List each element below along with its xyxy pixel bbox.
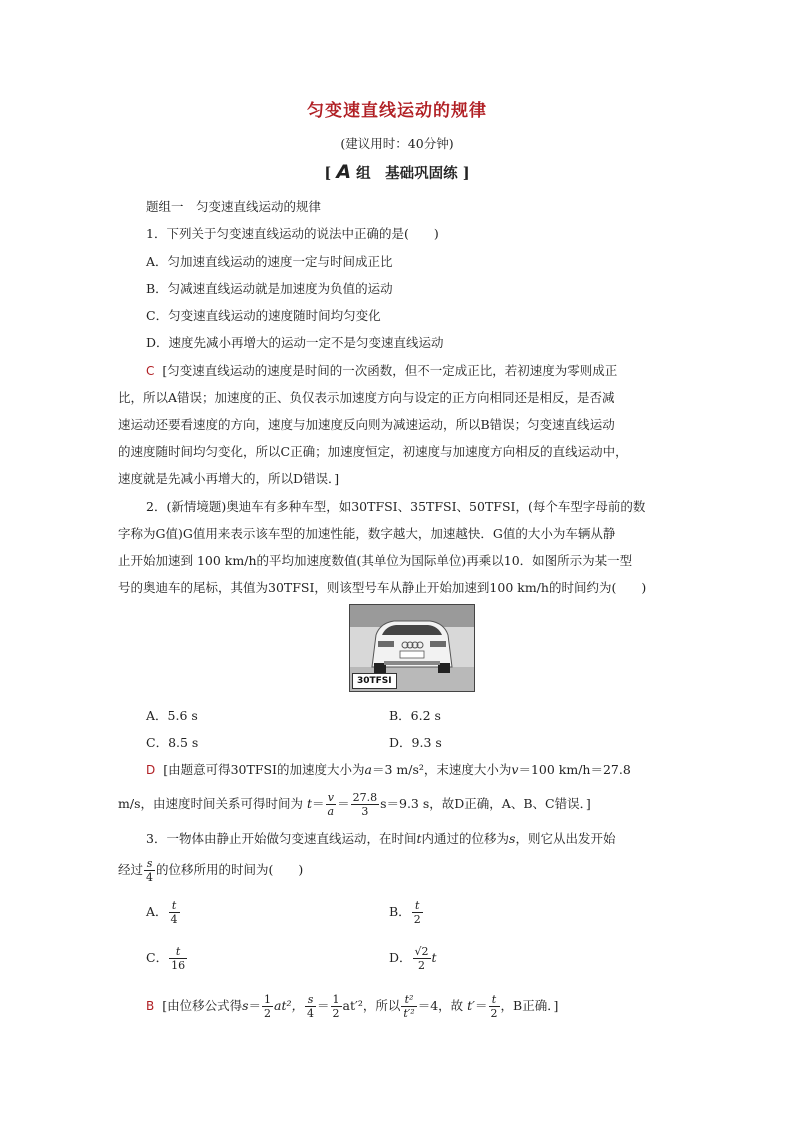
group-letter: A (336, 161, 352, 183)
frac-num: v (326, 792, 337, 805)
q3-at2: at²， (274, 998, 305, 1013)
photo-badge-label: 30TFSI (352, 673, 397, 689)
q3-option-c (146, 946, 188, 971)
q2-stem-2: 字称为G值)G值用来表示该车型的加速性能，数字越大，加速越快．G值的大小为车辆从静 (118, 526, 616, 541)
frac-num: t (169, 946, 187, 959)
frac-den: 16 (171, 959, 186, 972)
fraction-half-b (331, 994, 342, 1019)
q3-eq-3: ＝4，故 (417, 998, 464, 1013)
q3-eq-2: ＝ (317, 998, 330, 1013)
q2-eq-2: ＝ (337, 796, 350, 811)
q3-explain-end: ，B正确．] (500, 998, 559, 1013)
q2-explain-1c: ＝3 m/s²，末速度大小为 (371, 762, 512, 777)
q1-option-c: C．匀变速直线运动的速度随时间均匀变化 (146, 308, 381, 323)
q3-explain-line (146, 994, 558, 1019)
q2-stem-1: 2．(新情境题)奥迪车有多种车型，如30TFSI、35TFSI、50TFSI，(每个车型字母前的数 (146, 499, 646, 514)
q2-explain-2a: m/s，由速度时间关系可得时间为 (118, 796, 303, 811)
fraction-s-over-4 (144, 858, 155, 883)
q3-var-s: s (509, 831, 516, 846)
q2-option-d: D．9.3 s (389, 735, 442, 750)
topic-heading: 题组一 匀变速直线运动的规律 (146, 199, 322, 214)
q2-explain-line-1 (146, 760, 631, 778)
option-fraction (412, 900, 423, 925)
frac-num: s (144, 858, 155, 871)
time-hint: (建议用时：40分钟) (340, 136, 454, 151)
option-label: A． (146, 904, 168, 919)
q2-stem-4: 号的奥迪车的尾标，其值为30TFSI，则该型号车从静止开始加速到100 km/h的时间约为( ) (118, 580, 647, 595)
q2-explain-1e: ＝100 km/h＝27.8 (518, 762, 631, 777)
frac-num: √2 (414, 945, 429, 958)
q3-stem-1e: ，则它从出发开始 (515, 831, 616, 846)
q3-stem-1a: 3．一物体由静止开始做匀变速直线运动，在时间 (146, 831, 417, 846)
frac-den: 2 (332, 1007, 340, 1020)
q2-explain-2e: s＝9.3 s，故D正确，A、B、C错误．] (380, 796, 591, 811)
q3-stem-line-1 (146, 829, 615, 847)
q2-option-b: B．6.2 s (389, 708, 441, 723)
frac-den: 2 (264, 1007, 272, 1020)
fraction-ratio (401, 994, 416, 1019)
option-fraction (169, 900, 180, 925)
option-var-t: t (431, 950, 437, 965)
frac-den: a (327, 805, 335, 818)
page-title: 匀变速直线运动的规律 (307, 101, 487, 121)
frac-num: t (489, 994, 500, 1007)
q2-var-t: t (306, 796, 312, 811)
q1-explain-4: 的速度随时间均匀变化，所以C正确；加速度恒定，初速度与加速度方向相反的直线运动中， (118, 444, 628, 459)
q3-stem-2a: 经过 (118, 862, 144, 877)
q3-var-t: t (416, 831, 422, 846)
group-heading (0, 161, 794, 183)
q2-answer: D (146, 763, 156, 777)
option-fraction (413, 946, 431, 971)
q2-var-v: v (511, 762, 519, 777)
q1-option-d: D．速度先减小再增大的运动一定不是匀变速直线运动 (146, 335, 444, 350)
q3-stem-line-2 (118, 858, 303, 883)
q3-option-d (389, 946, 437, 971)
frac-den: t′² (403, 1007, 415, 1020)
q3-eq: ＝ (248, 998, 262, 1013)
frac-num: t (412, 900, 423, 913)
q1-answer: C (146, 364, 155, 378)
q1-option-a: A．匀加速直线运动的速度一定与时间成正比 (146, 254, 393, 269)
frac-num: t (169, 900, 180, 913)
q3-answer: B (146, 999, 155, 1013)
q1-explain-1: [匀变速直线运动的速度是时间的一次函数，但不一定成正比，若初速度为零则成正 (162, 363, 618, 378)
q2-option-a: A．5.6 s (146, 708, 198, 723)
fraction-half (262, 994, 273, 1019)
q2-var-a: a (364, 762, 372, 777)
frac-num: t² (401, 994, 416, 1007)
q3-option-b (389, 900, 424, 925)
q1-option-b: B．匀减速直线运动就是加速度为负值的运动 (146, 281, 393, 296)
fraction-v-over-a (326, 792, 337, 817)
q3-var-tprime: t′ (467, 998, 475, 1013)
q1-explain-3: 速运动还要看速度的方向，速度与加速度反向则为减速运动，所以B错误；匀变速直线运动 (118, 417, 615, 432)
frac-den: 4 (170, 913, 178, 926)
option-label: C． (146, 950, 169, 965)
q3-explain-a: [由位移公式得 (162, 998, 243, 1013)
q1-explain-2: 比，所以A错误；加速度的正、负仅表示加速度方向与设定的正方向相同还是相反，是否减 (118, 390, 615, 405)
bracket-open: [ (324, 165, 332, 182)
q3-stem-1c: 内通过的位移为 (421, 831, 510, 846)
q1-explain-5: 速度就是先减小再增大的，所以D错误．] (118, 471, 340, 486)
frac-num: 1 (264, 993, 272, 1006)
fraction-s-over-4-b (305, 994, 316, 1019)
frac-den: 2 (418, 959, 426, 972)
frac-num: s (305, 994, 316, 1007)
frac-num: 27.8 (352, 791, 378, 804)
q1-stem: 1．下列关于匀变速直线运动的说法中正确的是( ) (146, 226, 439, 241)
frac-num: 1 (332, 993, 340, 1006)
audi-rear-photo (349, 604, 475, 692)
q3-at2b: at′²，所以 (342, 998, 401, 1013)
q3-stem-2b: 的位移所用的时间为( ) (156, 862, 304, 877)
bracket-close: ] (462, 165, 470, 182)
frac-den: 4 (307, 1007, 315, 1020)
q2-explain-line-2 (118, 792, 591, 817)
q1-explain-line (146, 361, 617, 379)
frac-den: 3 (361, 805, 369, 818)
option-label: D． (389, 950, 412, 965)
frac-den: 2 (490, 1007, 498, 1020)
q2-explain-1a: [由题意可得30TFSI的加速度大小为 (163, 762, 365, 777)
fraction-t-over-2 (489, 994, 500, 1019)
q3-option-a (146, 900, 181, 925)
group-label: 组 基础巩固练 (356, 165, 458, 182)
q2-stem-3: 止开始加速到 100 km/h的平均加速度数值(其单位为国际单位)再乘以10．如图所示为某一型 (118, 553, 633, 568)
q3-var-s: s (242, 998, 249, 1013)
q2-eq: ＝ (312, 796, 325, 811)
frac-den: 4 (146, 871, 154, 884)
option-label: B． (389, 904, 411, 919)
frac-den: 2 (413, 913, 421, 926)
option-fraction (169, 946, 187, 971)
q3-eq-4: ＝ (475, 998, 488, 1013)
q2-option-c: C．8.5 s (146, 735, 199, 750)
fraction-numeric (351, 792, 380, 817)
